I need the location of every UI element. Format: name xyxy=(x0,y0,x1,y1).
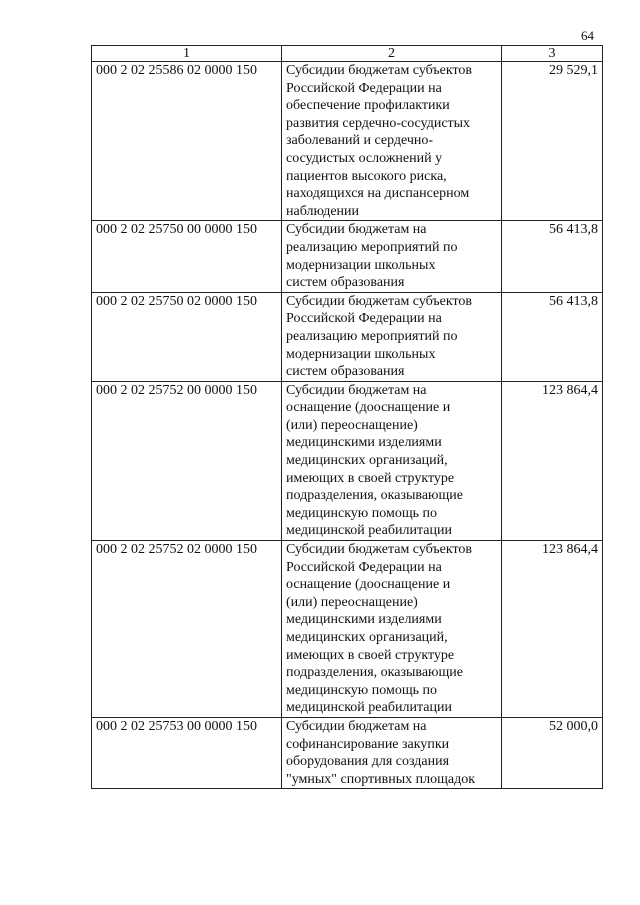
revenue-name-line: Российской Федерации на xyxy=(286,559,442,575)
revenue-name-line: Субсидии бюджетам на xyxy=(286,222,427,238)
revenue-name-line: медицинских организаций, xyxy=(286,630,448,645)
revenue-name-line: Субсидии бюджетам субъектов xyxy=(286,542,473,558)
revenue-name-cell xyxy=(282,221,502,292)
table-row xyxy=(92,292,603,381)
amount-cell: 123 864,4 xyxy=(502,541,603,718)
revenue-name-line: сосудистых осложнений у xyxy=(286,150,443,166)
revenue-name-line: обеспечение профилактики xyxy=(286,98,450,114)
amount-cell: 56 413,8 xyxy=(502,292,603,381)
revenue-name-line: медицинскими изделиями xyxy=(286,435,442,451)
revenue-name-line: (или) переоснащение) xyxy=(286,594,418,610)
table-row xyxy=(92,381,603,540)
revenue-name-line: оборудования для создания xyxy=(286,754,450,770)
revenue-name-line: медицинскую помощь по xyxy=(286,682,437,698)
revenue-name-line: пациентов высокого риска, xyxy=(286,168,447,184)
amount-cell: 56 413,8 xyxy=(502,221,603,292)
budget-code-cell: 000 2 02 25752 00 0000 150 xyxy=(92,381,282,540)
revenue-name-line: медицинской реабилитации xyxy=(286,700,452,716)
table-row xyxy=(92,541,603,718)
revenue-name-cell xyxy=(282,541,502,718)
revenue-name-line: Субсидии бюджетам субъектов xyxy=(286,293,473,309)
revenue-name-cell xyxy=(282,292,502,381)
budget-revenue-table xyxy=(91,45,603,789)
revenue-name-line: систем образования xyxy=(286,364,405,380)
column-header-amount: 3 xyxy=(502,46,603,62)
column-header-name: 2 xyxy=(282,46,502,62)
budget-code-cell: 000 2 02 25750 02 0000 150 xyxy=(92,292,282,381)
budget-code-cell: 000 2 02 25586 02 0000 150 xyxy=(92,62,282,221)
revenue-name-line: Российской Федерации на xyxy=(286,311,442,327)
revenue-name-line: Российской Федерации на xyxy=(286,80,442,96)
revenue-name-line: подразделения, оказывающие xyxy=(286,665,463,681)
revenue-name-line: оснащение (дооснащение и xyxy=(286,400,451,416)
table-row xyxy=(92,62,603,221)
budget-code-cell: 000 2 02 25752 02 0000 150 xyxy=(92,541,282,718)
revenue-name-line: (или) переоснащение) xyxy=(286,417,418,433)
table-body xyxy=(92,62,603,789)
revenue-name-line: наблюдении xyxy=(286,203,360,219)
revenue-name-cell xyxy=(282,62,502,221)
revenue-name-line: модернизации школьных xyxy=(286,257,436,273)
column-header-code: 1 xyxy=(92,46,282,62)
revenue-name-line: имеющих в своей структуре xyxy=(286,470,455,486)
amount-cell: 52 000,0 xyxy=(502,717,603,788)
revenue-name-cell xyxy=(282,381,502,540)
revenue-name-line: находящихся на диспансерном xyxy=(286,186,470,202)
revenue-name-line: Субсидии бюджетам субъектов xyxy=(286,63,473,78)
revenue-name-line: медицинскими изделиями xyxy=(286,612,442,628)
revenue-name-line: "умных" спортивных площадок xyxy=(286,771,476,787)
revenue-name-line: систем образования xyxy=(286,275,405,291)
amount-cell: 29 529,1 xyxy=(502,62,603,221)
table-row xyxy=(92,221,603,292)
budget-code-cell: 000 2 02 25750 00 0000 150 xyxy=(92,221,282,292)
budget-code-cell: 000 2 02 25753 00 0000 150 xyxy=(92,717,282,788)
table-row xyxy=(92,717,603,788)
revenue-name-line: медицинскую помощь по xyxy=(286,505,437,521)
revenue-name-line: медицинских организаций, xyxy=(286,453,448,469)
revenue-name-cell xyxy=(282,717,502,788)
revenue-name-line: реализацию мероприятий по xyxy=(286,239,458,255)
revenue-name-line: оснащение (дооснащение и xyxy=(286,577,451,593)
table-header-row xyxy=(92,46,603,62)
revenue-name-line: заболеваний и сердечно- xyxy=(286,133,434,149)
revenue-name-line: подразделения, оказывающие xyxy=(286,488,463,504)
revenue-name-line: имеющих в своей структуре xyxy=(286,647,455,663)
revenue-name-line: реализацию мероприятий по xyxy=(286,328,458,344)
revenue-name-line: развития сердечно-сосудистых xyxy=(286,115,471,131)
page-number: 64 xyxy=(581,28,594,43)
revenue-name-line: софинансирование закупки xyxy=(286,736,450,752)
revenue-name-line: модернизации школьных xyxy=(286,346,436,362)
revenue-name-line: медицинской реабилитации xyxy=(286,523,452,539)
amount-cell: 123 864,4 xyxy=(502,381,603,540)
revenue-name-line: Субсидии бюджетам на xyxy=(286,382,427,398)
revenue-name-line: Субсидии бюджетам на xyxy=(286,718,427,734)
